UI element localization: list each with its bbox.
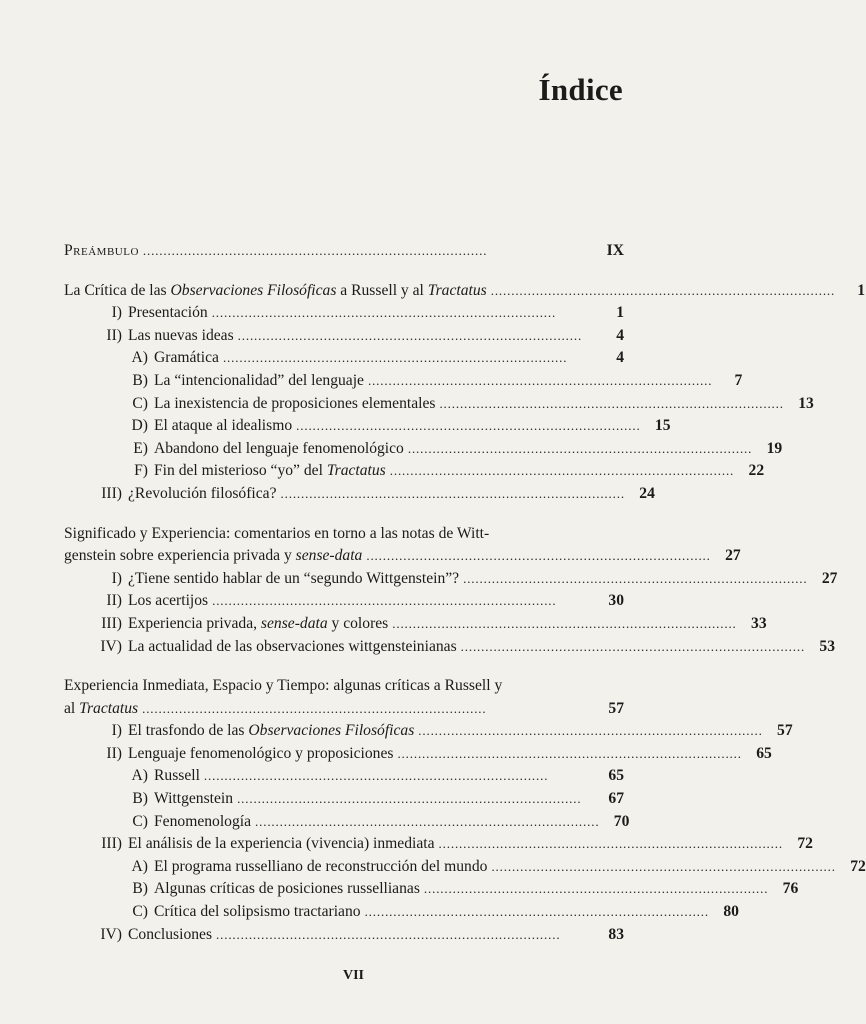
chapter-title-line2: genstein sobre experiencia privada y sense-data — [64, 547, 363, 565]
toc-subsection[interactable] — [64, 811, 630, 834]
section-title: Lenguaje fenomenológico y proposiciones — [128, 744, 394, 762]
section-number: A) — [131, 349, 148, 367]
dot-leader — [491, 856, 833, 879]
toc-section[interactable] — [64, 613, 767, 636]
page-folio: VII — [342, 968, 364, 983]
toc-subsection[interactable] — [64, 347, 624, 370]
page-number: 33 — [751, 614, 767, 632]
toc-section[interactable] — [64, 302, 624, 325]
chapter-title-line1: Significado y Experiencia: comentarios en torno a las notas de Witt- — [64, 524, 490, 542]
dot-leader — [212, 302, 592, 325]
chapter-1-heading[interactable] — [64, 280, 866, 303]
dot-leader — [439, 393, 781, 416]
section-title: El trasfondo de las Observaciones Filosóficas — [128, 722, 415, 740]
section-title: Conclusiones — [128, 925, 213, 943]
dot-leader — [408, 438, 750, 461]
chapter-3-heading-line1[interactable] — [64, 675, 624, 698]
dot-leader — [212, 590, 592, 613]
dot-leader — [204, 765, 592, 788]
chapter-title-line1: Experiencia Inmediata, Espacio y Tiempo: algunas críticas a Russell y — [64, 677, 503, 695]
page-number: 30 — [608, 592, 624, 610]
toc-section[interactable] — [64, 636, 836, 659]
dot-leader — [397, 743, 739, 766]
page-number: 57 — [777, 722, 793, 740]
dot-leader — [390, 460, 732, 483]
page-number: 57 — [608, 699, 624, 717]
page-number: 22 — [748, 462, 765, 480]
toc-entry-preambulo[interactable] — [64, 240, 624, 263]
page-number: 53 — [819, 637, 836, 655]
section-number: IV) — [100, 637, 122, 655]
table-of-contents — [64, 240, 866, 946]
section-title: La actualidad de las observaciones wittgensteinianas — [128, 637, 457, 655]
page-number: 4 — [616, 349, 624, 367]
section-title: Crítica del solipsismo tractariano — [154, 903, 361, 921]
section-number: B) — [132, 790, 148, 808]
dot-leader — [237, 788, 592, 811]
toc-section[interactable] — [64, 720, 793, 743]
page-number: 4 — [616, 326, 624, 344]
dot-leader — [463, 568, 805, 591]
chapter-3-heading-line2[interactable] — [64, 698, 624, 721]
toc-subsection[interactable] — [64, 370, 743, 393]
page-number: 19 — [766, 439, 783, 457]
section-title: Presentación — [128, 304, 208, 322]
dot-leader — [418, 720, 760, 743]
toc-subsection[interactable] — [64, 878, 799, 901]
section-title: La inexistencia de proposiciones elementales — [154, 394, 436, 412]
dot-leader — [296, 415, 638, 438]
section-number: I) — [111, 722, 122, 740]
chapter-title: La Crítica de las Observaciones Filosóficas a Russell y al Tractatus — [64, 281, 487, 299]
page-title: Índice — [538, 72, 623, 107]
page-number: 76 — [782, 880, 799, 898]
page-number: 7 — [734, 371, 743, 389]
section-title: Gramática — [154, 349, 219, 367]
section-title: La “intencionalidad” del lenguaje — [154, 371, 364, 389]
section-number: II) — [106, 326, 122, 344]
section-number: C) — [132, 812, 148, 830]
section-title: El ataque al idealismo — [154, 417, 293, 435]
section-number: A) — [131, 857, 148, 875]
section-number: C) — [132, 394, 148, 412]
page-number: 24 — [639, 484, 655, 502]
section-title: Abandono del lenguaje fenomenológico — [154, 439, 404, 457]
section-title: Las nuevas ideas — [128, 326, 234, 344]
page-number: 15 — [654, 417, 671, 435]
dot-leader — [223, 347, 592, 370]
dot-leader — [143, 240, 592, 263]
toc-section[interactable] — [64, 743, 772, 766]
section-number: IV) — [100, 925, 122, 943]
dot-leader — [281, 483, 623, 506]
toc-section[interactable] — [64, 924, 624, 947]
dot-leader — [439, 833, 781, 856]
section-number: III) — [101, 835, 122, 853]
page-number: 83 — [608, 925, 624, 943]
section-title: Fenomenología — [154, 812, 252, 830]
page-number: 67 — [608, 790, 624, 808]
section-title: El programa russelliano de reconstrucción del mundo — [154, 857, 488, 875]
dot-leader — [366, 545, 708, 568]
toc-subsection[interactable] — [64, 765, 624, 788]
section-title: Experiencia privada, sense-data y colores — [128, 614, 389, 632]
dot-leader — [238, 325, 592, 348]
section-number: II) — [106, 592, 122, 610]
dot-leader — [392, 613, 734, 636]
toc-subsection[interactable] — [64, 856, 866, 879]
section-title: Los acertijos — [128, 592, 209, 610]
toc-section[interactable] — [64, 325, 624, 348]
section-title: ¿Revolución filosófica? — [128, 484, 277, 502]
toc-subsection[interactable] — [64, 393, 814, 416]
toc-subsection[interactable] — [64, 438, 783, 461]
page-number: 80 — [723, 903, 739, 921]
dot-leader — [142, 698, 592, 721]
toc-section[interactable] — [64, 590, 624, 613]
section-number: B) — [132, 880, 148, 898]
section-title: Fin del misterioso “yo” del Tractatus — [154, 462, 386, 480]
dot-leader — [491, 280, 833, 303]
section-title: ¿Tiene sentido hablar de un “segundo Wittgenstein”? — [128, 569, 460, 587]
chapter-2-heading-line1[interactable] — [64, 523, 624, 546]
page-number: 70 — [613, 812, 630, 830]
dot-leader — [365, 901, 707, 924]
page-number: 72 — [850, 857, 866, 875]
entry-title: Preámbulo — [64, 242, 139, 259]
section-title: Algunas críticas de posiciones russellianas — [154, 880, 420, 898]
chapter-2-heading-line2[interactable] — [64, 545, 741, 568]
section-number: I) — [111, 304, 122, 322]
toc-subsection[interactable] — [64, 415, 671, 438]
toc-section[interactable] — [64, 833, 813, 856]
section-number: E) — [133, 439, 148, 457]
section-title: El análisis de la experiencia (vivencia) inmediata — [128, 835, 435, 853]
page-number: 65 — [756, 744, 772, 762]
page-number: 65 — [608, 767, 624, 785]
toc-subsection[interactable] — [64, 901, 739, 924]
page-number: 13 — [798, 394, 814, 412]
section-title: Russell — [154, 767, 200, 785]
page-number: 27 — [821, 569, 838, 587]
page-number: 27 — [725, 547, 741, 565]
section-number: I) — [111, 569, 122, 587]
toc-subsection[interactable] — [64, 460, 765, 483]
dot-leader — [461, 636, 803, 659]
toc-section[interactable] — [64, 483, 655, 506]
section-number: F) — [134, 462, 148, 480]
page-number: 72 — [797, 835, 813, 853]
section-title: Wittgenstein — [154, 790, 234, 808]
section-number: B) — [132, 371, 148, 389]
chapter-title-line2: al Tractatus — [64, 699, 139, 717]
section-number: III) — [101, 614, 122, 632]
section-number: D) — [131, 417, 148, 435]
toc-section[interactable] — [64, 568, 838, 591]
section-number: II) — [106, 744, 122, 762]
dot-leader — [368, 370, 710, 393]
section-number: C) — [132, 903, 148, 921]
page-number: IX — [606, 242, 624, 259]
page-number: 1 — [616, 304, 624, 322]
dot-leader — [424, 878, 766, 901]
toc-subsection[interactable] — [64, 788, 624, 811]
dot-leader — [255, 811, 597, 834]
dot-leader — [216, 924, 592, 947]
section-number: III) — [101, 484, 122, 502]
section-number: A) — [131, 767, 148, 785]
page-number: 1 — [857, 281, 866, 299]
